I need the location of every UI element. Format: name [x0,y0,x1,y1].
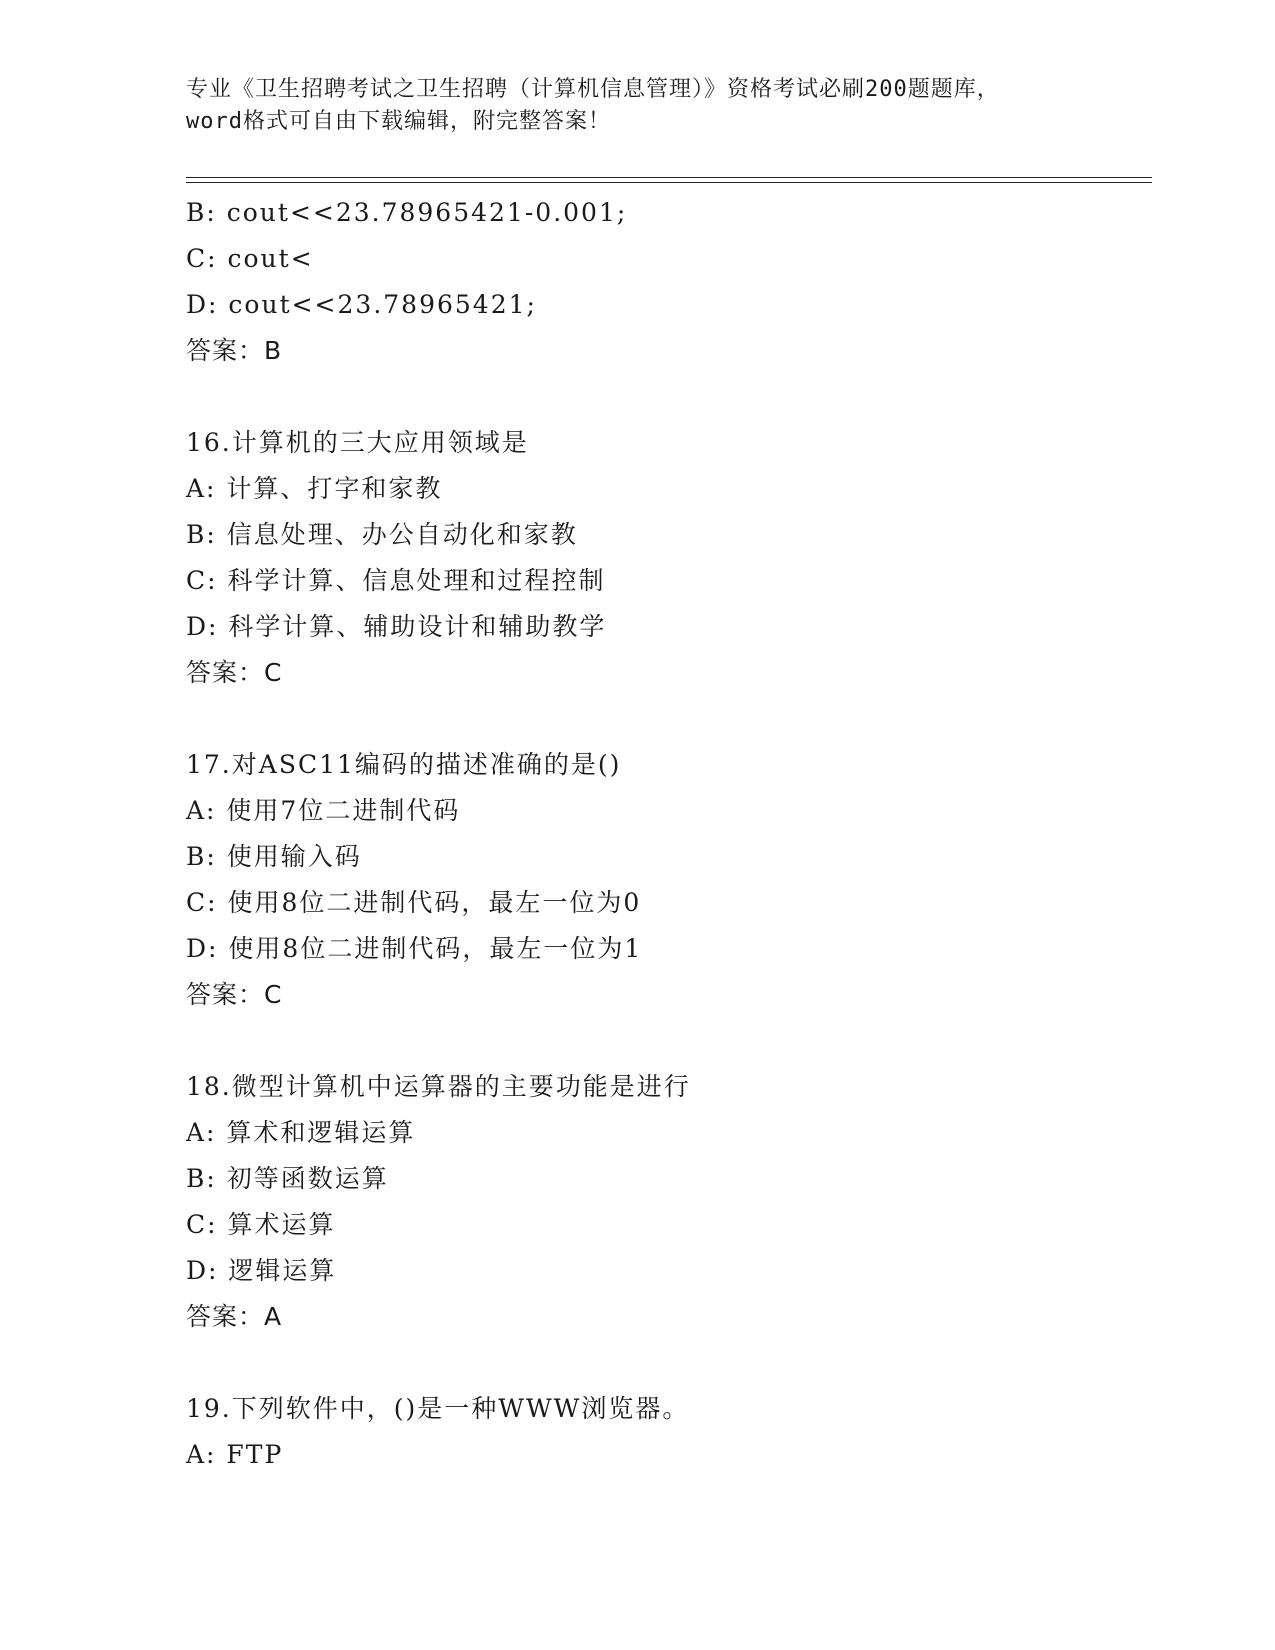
option-d: D: 科学计算、辅助设计和辅助教学 [186,612,607,641]
question-text: 19.下列软件中，()是一种WWW浏览器。 [186,1394,690,1423]
option-c: C: 使用8位二进制代码，最左一位为0 [186,888,642,917]
option-b: B: 信息处理、办公自动化和家教 [186,520,578,549]
question-text: 18.微型计算机中运算器的主要功能是进行 [186,1072,691,1101]
option-d: D: cout<<23.78965421; [186,290,537,319]
option-d: D: 逻辑运算 [186,1256,337,1285]
option-a: A: 计算、打字和家教 [186,474,443,503]
question-text: 17.对ASC11编码的描述准确的是() [186,750,622,779]
question-16 [186,420,1146,696]
option-b: B: 使用输入码 [186,842,362,871]
answer-line: 答案：A [186,1302,283,1331]
option-b: B: cout<<23.78965421-0.001; [186,198,628,227]
spacer [186,1340,1146,1386]
spacer [186,374,1146,420]
spacer [186,1018,1146,1064]
question-17 [186,742,1146,1018]
question-text: 16.计算机的三大应用领域是 [186,428,529,457]
document-header [186,74,1086,138]
option-b: B: 初等函数运算 [186,1164,389,1193]
option-d: D: 使用8位二进制代码，最左一位为1 [186,934,643,963]
header-divider-bottom [186,182,1152,183]
spacer [186,696,1146,742]
option-c: C: 算术运算 [186,1210,336,1239]
option-a: A: 算术和逻辑运算 [186,1118,416,1147]
answer-line: 答案：B [186,336,283,365]
header-title-line-2: word格式可自由下载编辑，附完整答案！ [186,109,611,134]
answer-line: 答案：C [186,980,283,1009]
option-a: A: FTP [186,1440,284,1469]
option-a: A: 使用7位二进制代码 [186,796,461,825]
question-15-tail [186,190,1146,374]
header-divider-top [186,177,1152,178]
option-c: C: cout< [186,244,314,273]
answer-line: 答案：C [186,658,283,687]
question-list [186,190,1146,1478]
option-c: C: 科学计算、信息处理和过程控制 [186,566,606,595]
question-19 [186,1386,1146,1478]
header-title-line-1: 专业《卫生招聘考试之卫生招聘（计算机信息管理）》资格考试必刷200题题库， [186,77,1000,102]
question-18 [186,1064,1146,1340]
